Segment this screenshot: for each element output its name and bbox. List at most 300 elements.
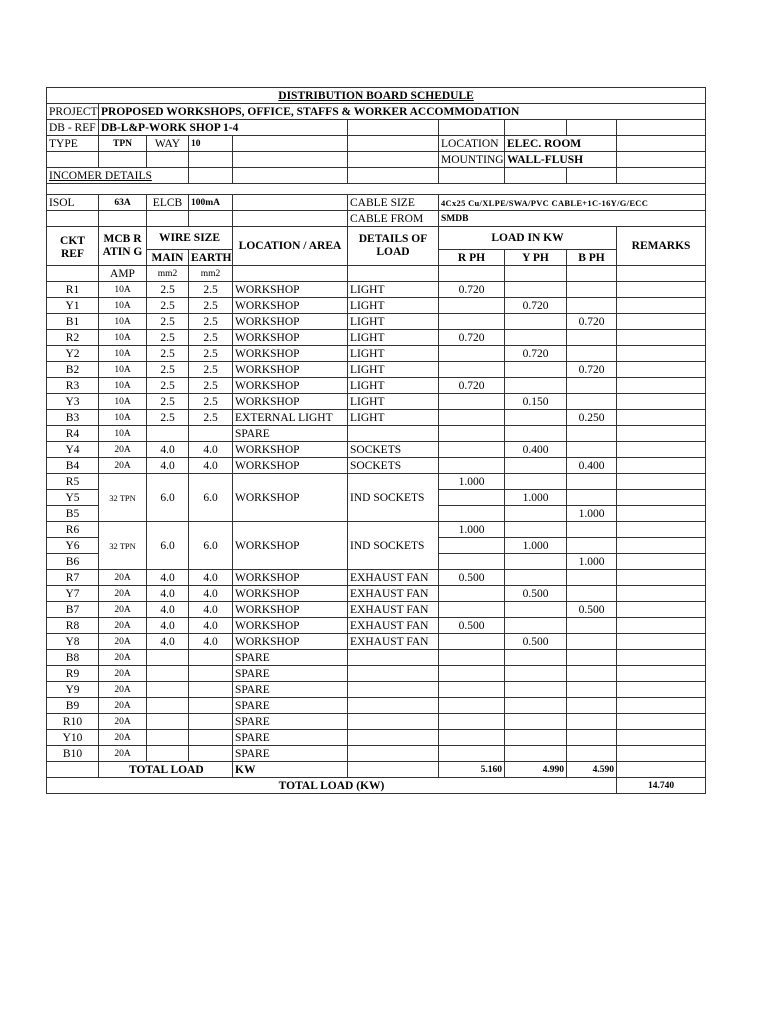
wire-earth: 4.0 [189, 458, 233, 474]
wire-main: 2.5 [147, 346, 189, 362]
load-b-ph [567, 522, 617, 538]
location-area: WORKSHOP [233, 394, 348, 410]
remarks [617, 314, 706, 330]
mcb-rating: 32 TPN [99, 522, 147, 570]
remarks [617, 330, 706, 346]
remarks [617, 282, 706, 298]
load-b-ph: 0.250 [567, 410, 617, 426]
circuit-ref: B9 [47, 698, 99, 714]
load-r-ph [439, 314, 505, 330]
blank-cell [348, 762, 439, 778]
location-area: WORKSHOP [233, 618, 348, 634]
circuit-ref: R10 [47, 714, 99, 730]
wire-earth: 4.0 [189, 442, 233, 458]
remarks [617, 346, 706, 362]
wire-main: 2.5 [147, 378, 189, 394]
remarks [617, 522, 706, 538]
load-r-ph [439, 410, 505, 426]
circuit-ref: B8 [47, 650, 99, 666]
load-details: SOCKETS [348, 458, 439, 474]
remarks [617, 746, 706, 762]
load-y-ph [505, 330, 567, 346]
location-area: WORKSHOP [233, 474, 348, 522]
header-load-in-kw: LOAD IN KW [439, 227, 617, 250]
table-row [47, 570, 706, 586]
load-b-ph [567, 570, 617, 586]
location-area: SPARE [233, 666, 348, 682]
wire-main [147, 666, 189, 682]
header-mcb-rating: MCB RATIN G [99, 227, 147, 266]
load-r-ph [439, 650, 505, 666]
wire-main: 4.0 [147, 570, 189, 586]
table-row [47, 730, 706, 746]
wire-main [147, 426, 189, 442]
table-row [47, 282, 706, 298]
load-b-ph: 0.400 [567, 458, 617, 474]
load-b-ph [567, 618, 617, 634]
load-y-ph [505, 378, 567, 394]
load-r-ph: 1.000 [439, 522, 505, 538]
load-details: LIGHT [348, 362, 439, 378]
load-details: LIGHT [348, 282, 439, 298]
remarks [617, 378, 706, 394]
remarks [617, 570, 706, 586]
circuit-ref: R5 [47, 474, 99, 490]
load-y-ph [505, 314, 567, 330]
remarks [617, 426, 706, 442]
wire-main [147, 746, 189, 762]
wire-earth: 6.0 [189, 522, 233, 570]
circuit-ref: Y3 [47, 394, 99, 410]
load-r-ph: 0.720 [439, 282, 505, 298]
load-y-ph: 0.400 [505, 442, 567, 458]
location-area: SPARE [233, 698, 348, 714]
load-b-ph: 0.500 [567, 602, 617, 618]
load-y-ph [505, 570, 567, 586]
load-r-ph [439, 538, 505, 554]
table-row [47, 602, 706, 618]
wire-main: 2.5 [147, 282, 189, 298]
mcb-rating: 20A [99, 442, 147, 458]
location-area: SPARE [233, 682, 348, 698]
wire-earth [189, 714, 233, 730]
load-details: IND SOCKETS [348, 474, 439, 522]
load-r-ph [439, 362, 505, 378]
circuit-ref: B5 [47, 506, 99, 522]
load-r-ph [439, 298, 505, 314]
circuit-ref: Y4 [47, 442, 99, 458]
load-r-ph [439, 682, 505, 698]
circuit-ref: R2 [47, 330, 99, 346]
mounting-value: WALL-FLUSH [505, 152, 617, 168]
load-r-ph: 0.720 [439, 378, 505, 394]
wire-earth: 4.0 [189, 570, 233, 586]
location-area: EXTERNAL LIGHT [233, 410, 348, 426]
wire-main: 4.0 [147, 634, 189, 650]
load-y-ph: 0.500 [505, 634, 567, 650]
load-b-ph [567, 298, 617, 314]
load-details: EXHAUST FAN [348, 618, 439, 634]
load-details: IND SOCKETS [348, 522, 439, 570]
location-area: SPARE [233, 426, 348, 442]
mcb-rating: 10A [99, 362, 147, 378]
remarks [617, 714, 706, 730]
wire-earth: 2.5 [189, 378, 233, 394]
load-details: LIGHT [348, 394, 439, 410]
wire-earth [189, 666, 233, 682]
mcb-rating: 10A [99, 426, 147, 442]
wire-earth: 2.5 [189, 394, 233, 410]
remarks [617, 490, 706, 506]
circuit-ref: B3 [47, 410, 99, 426]
load-details [348, 650, 439, 666]
wire-main [147, 698, 189, 714]
isol-label: ISOL [47, 195, 99, 211]
circuit-ref: R1 [47, 282, 99, 298]
load-r-ph: 0.720 [439, 330, 505, 346]
remarks [617, 682, 706, 698]
location-area: WORKSHOP [233, 634, 348, 650]
circuit-ref: R8 [47, 618, 99, 634]
wire-main: 6.0 [147, 522, 189, 570]
cable-size-label: CABLE SIZE [348, 195, 439, 211]
type-label: TYPE [47, 136, 99, 152]
wire-earth: 4.0 [189, 634, 233, 650]
unit-earth-mm2: mm2 [189, 266, 233, 282]
load-details: LIGHT [348, 378, 439, 394]
load-details [348, 714, 439, 730]
grand-total-label: TOTAL LOAD (KW) [47, 778, 617, 794]
location-area: WORKSHOP [233, 298, 348, 314]
wire-earth: 2.5 [189, 314, 233, 330]
load-r-ph [439, 506, 505, 522]
wire-main: 4.0 [147, 458, 189, 474]
load-b-ph [567, 714, 617, 730]
table-row [47, 458, 706, 474]
location-area: WORKSHOP [233, 362, 348, 378]
mcb-rating: 10A [99, 394, 147, 410]
load-b-ph: 0.720 [567, 362, 617, 378]
load-details: LIGHT [348, 346, 439, 362]
mcb-rating: 20A [99, 730, 147, 746]
location-area: SPARE [233, 730, 348, 746]
load-details: LIGHT [348, 410, 439, 426]
remarks [617, 538, 706, 554]
load-r-ph [439, 714, 505, 730]
location-area: WORKSHOP [233, 586, 348, 602]
remarks [617, 458, 706, 474]
circuit-ref: R4 [47, 426, 99, 442]
mcb-rating: 32 TPN [99, 474, 147, 522]
table-row [47, 362, 706, 378]
load-details: EXHAUST FAN [348, 602, 439, 618]
mcb-rating: 20A [99, 666, 147, 682]
isol-value: 63A [99, 195, 147, 211]
mcb-rating: 20A [99, 634, 147, 650]
load-y-ph: 0.720 [505, 346, 567, 362]
wire-main: 4.0 [147, 442, 189, 458]
circuit-ref: Y5 [47, 490, 99, 506]
load-y-ph [505, 650, 567, 666]
circuit-ref: R6 [47, 522, 99, 538]
wire-main: 4.0 [147, 602, 189, 618]
mcb-rating: 20A [99, 458, 147, 474]
blank-cell [617, 762, 706, 778]
wire-earth [189, 746, 233, 762]
load-r-ph [439, 586, 505, 602]
dbref-label: DB - REF [47, 120, 99, 136]
load-y-ph [505, 506, 567, 522]
table-row [47, 682, 706, 698]
load-r-ph [439, 666, 505, 682]
mcb-rating: 10A [99, 282, 147, 298]
load-y-ph [505, 698, 567, 714]
load-y-ph [505, 602, 567, 618]
type-value: TPN [99, 136, 147, 152]
wire-main [147, 682, 189, 698]
load-b-ph: 0.720 [567, 314, 617, 330]
load-details [348, 426, 439, 442]
location-area: WORKSHOP [233, 458, 348, 474]
load-details: EXHAUST FAN [348, 634, 439, 650]
location-area: SPARE [233, 650, 348, 666]
wire-main: 2.5 [147, 362, 189, 378]
elcb-label: ELCB [147, 195, 189, 211]
load-r-ph [439, 730, 505, 746]
wire-earth: 2.5 [189, 282, 233, 298]
mcb-rating: 10A [99, 378, 147, 394]
wire-earth: 6.0 [189, 474, 233, 522]
mcb-rating: 20A [99, 586, 147, 602]
schedule-title: DISTRIBUTION BOARD SCHEDULE [47, 88, 706, 104]
cable-from-value: SMDB [439, 211, 706, 227]
load-r-ph [439, 442, 505, 458]
mcb-rating: 20A [99, 714, 147, 730]
load-details: SOCKETS [348, 442, 439, 458]
remarks [617, 362, 706, 378]
load-r-ph [439, 602, 505, 618]
location-area: WORKSHOP [233, 570, 348, 586]
table-row [47, 346, 706, 362]
remarks [617, 394, 706, 410]
header-details-of-load: DETAILS OF LOAD [348, 227, 439, 266]
load-details: EXHAUST FAN [348, 586, 439, 602]
circuit-ref: Y1 [47, 298, 99, 314]
load-y-ph [505, 426, 567, 442]
wire-earth [189, 682, 233, 698]
wire-main: 2.5 [147, 410, 189, 426]
table-row [47, 666, 706, 682]
load-y-ph [505, 730, 567, 746]
remarks [617, 698, 706, 714]
wire-earth [189, 730, 233, 746]
load-r-ph [439, 554, 505, 570]
location-area: WORKSHOP [233, 602, 348, 618]
project-label: PROJECT [47, 104, 99, 120]
mcb-rating: 20A [99, 570, 147, 586]
table-row [47, 746, 706, 762]
total-r-ph: 5.160 [439, 762, 505, 778]
table-row [47, 634, 706, 650]
load-details: LIGHT [348, 330, 439, 346]
location-label: LOCATION [439, 136, 505, 152]
load-r-ph [439, 458, 505, 474]
load-b-ph [567, 426, 617, 442]
load-r-ph [439, 394, 505, 410]
circuit-ref: B4 [47, 458, 99, 474]
circuit-ref: Y7 [47, 586, 99, 602]
wire-main: 2.5 [147, 298, 189, 314]
wire-earth [189, 426, 233, 442]
load-b-ph [567, 698, 617, 714]
circuit-ref: R3 [47, 378, 99, 394]
remarks [617, 730, 706, 746]
location-value: ELEC. ROOM [505, 136, 617, 152]
table-row [47, 330, 706, 346]
load-b-ph: 1.000 [567, 506, 617, 522]
load-y-ph [505, 666, 567, 682]
remarks [617, 650, 706, 666]
wire-earth: 2.5 [189, 298, 233, 314]
table-row [47, 394, 706, 410]
table-row [47, 522, 706, 538]
load-b-ph [567, 538, 617, 554]
header-location-area: LOCATION / AREA [233, 227, 348, 266]
mcb-rating: 10A [99, 410, 147, 426]
table-row [47, 650, 706, 666]
load-y-ph [505, 410, 567, 426]
load-b-ph [567, 474, 617, 490]
wire-main [147, 714, 189, 730]
mcb-rating: 10A [99, 346, 147, 362]
load-r-ph [439, 746, 505, 762]
dbref-value: DB-L&P-WORK SHOP 1-4 [99, 120, 348, 136]
load-details [348, 746, 439, 762]
grand-total-value: 14.740 [617, 778, 706, 794]
total-load-label: TOTAL LOAD [99, 762, 233, 778]
wire-earth: 4.0 [189, 586, 233, 602]
load-details [348, 682, 439, 698]
circuit-ref: B2 [47, 362, 99, 378]
distribution-board-schedule [46, 87, 706, 794]
wire-main [147, 650, 189, 666]
load-r-ph [439, 346, 505, 362]
cable-size-value: 4Cx25 Cu/XLPE/SWA/PVC CABLE+1C-16Y/G/ECC [439, 195, 706, 211]
location-area: WORKSHOP [233, 442, 348, 458]
load-b-ph [567, 442, 617, 458]
load-r-ph: 0.500 [439, 618, 505, 634]
header-b-ph: B PH [567, 250, 617, 266]
mcb-rating: 20A [99, 602, 147, 618]
location-area: WORKSHOP [233, 378, 348, 394]
header-y-ph: Y PH [505, 250, 567, 266]
remarks [617, 666, 706, 682]
load-b-ph [567, 634, 617, 650]
table-row [47, 474, 706, 490]
location-area: WORKSHOP [233, 314, 348, 330]
load-r-ph: 1.000 [439, 474, 505, 490]
table-row [47, 410, 706, 426]
mcb-rating: 10A [99, 314, 147, 330]
remarks [617, 618, 706, 634]
header-remarks: REMARKS [617, 227, 706, 266]
wire-earth: 4.0 [189, 618, 233, 634]
load-y-ph [505, 746, 567, 762]
location-area: WORKSHOP [233, 282, 348, 298]
wire-main: 6.0 [147, 474, 189, 522]
total-y-ph: 4.990 [505, 762, 567, 778]
wire-main: 4.0 [147, 586, 189, 602]
wire-earth: 2.5 [189, 410, 233, 426]
load-y-ph: 0.720 [505, 298, 567, 314]
cable-from-label: CABLE FROM [348, 211, 439, 227]
load-b-ph [567, 330, 617, 346]
load-y-ph: 1.000 [505, 538, 567, 554]
remarks [617, 474, 706, 490]
unit-amp: AMP [99, 266, 147, 282]
mcb-rating: 20A [99, 746, 147, 762]
way-label: WAY [147, 136, 189, 152]
circuit-ref: B6 [47, 554, 99, 570]
wire-main: 2.5 [147, 394, 189, 410]
header-main: MAIN [147, 250, 189, 266]
load-r-ph [439, 426, 505, 442]
unit-main-mm2: mm2 [147, 266, 189, 282]
incomer-details-label: INCOMER DETAILS [47, 168, 189, 184]
circuit-ref: Y8 [47, 634, 99, 650]
load-details [348, 666, 439, 682]
load-b-ph [567, 394, 617, 410]
table-row [47, 314, 706, 330]
wire-earth [189, 698, 233, 714]
table-row [47, 378, 706, 394]
wire-main: 2.5 [147, 314, 189, 330]
load-y-ph [505, 522, 567, 538]
remarks [617, 506, 706, 522]
load-details: LIGHT [348, 298, 439, 314]
load-y-ph: 0.150 [505, 394, 567, 410]
blank-cell [47, 762, 99, 778]
table-row [47, 442, 706, 458]
table-row [47, 698, 706, 714]
remarks [617, 442, 706, 458]
header-ckt-ref: CKT REF [47, 227, 99, 266]
table-row [47, 618, 706, 634]
load-b-ph [567, 746, 617, 762]
circuit-ref: B7 [47, 602, 99, 618]
circuit-ref: Y9 [47, 682, 99, 698]
load-y-ph [505, 362, 567, 378]
wire-earth [189, 650, 233, 666]
header-wire-size: WIRE SIZE [147, 227, 233, 250]
circuit-ref: Y6 [47, 538, 99, 554]
table-row [47, 586, 706, 602]
circuit-ref: R7 [47, 570, 99, 586]
mcb-rating: 20A [99, 682, 147, 698]
wire-main: 2.5 [147, 330, 189, 346]
elcb-value: 100mA [189, 195, 233, 211]
mcb-rating: 20A [99, 698, 147, 714]
wire-earth: 2.5 [189, 330, 233, 346]
location-area: SPARE [233, 746, 348, 762]
location-area: SPARE [233, 714, 348, 730]
load-r-ph [439, 698, 505, 714]
project-value: PROPOSED WORKSHOPS, OFFICE, STAFFS & WORKER ACCOMMODATION [99, 104, 706, 120]
load-b-ph [567, 666, 617, 682]
table-row [47, 714, 706, 730]
load-details [348, 730, 439, 746]
remarks [617, 554, 706, 570]
